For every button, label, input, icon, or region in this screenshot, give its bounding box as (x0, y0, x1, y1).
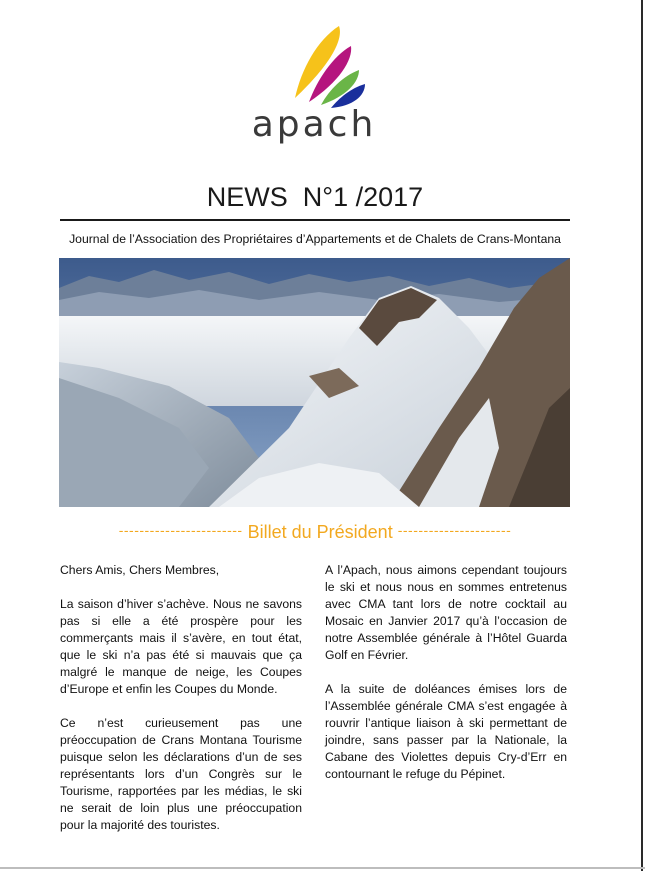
paragraph: A l’Apach, nous aimons cependant toujours le ski et nous nous en sommes entretenus avec CMA tant lors de notre cocktail au Mosaic en Janvier 2017 qu’à l’occasion de notre Assemblée générale à l’Hôtel Guarda Golf en Février. (325, 563, 567, 662)
section-dash-right: ---------------------- (397, 522, 512, 538)
paragraph: Chers Amis, Chers Membres, (60, 563, 220, 577)
section-title: Billet du Président (247, 522, 393, 542)
apach-logo (245, 22, 385, 147)
section-dash-left: ------------------------ (118, 522, 243, 538)
logo-swoosh-icon (265, 22, 365, 112)
mountain-landscape-image (59, 258, 570, 507)
newsletter-title: NEWS N°1 /2017 (206, 182, 424, 212)
title-divider (60, 219, 570, 221)
paragraph: Ce n’est curieusement pas une préoccupation de Crans Montana Tourisme puisque selon les déclarations d’un de ses représentants lors d’un Congrès sur le Tourisme, rapportées par les médias, le ski ne serait de loin plus une préoccupation pour la majorité des touristes. (60, 716, 302, 832)
mountain-photo (59, 258, 570, 507)
paragraph: A la suite de doléances émises lors de l’Assemblée générale CMA s’est engagée à rouvrir l’antique liaison à ski permettant de joindre, sans passer par la Nationale, la Cabane des Violettes depuis Cry-d’Err en contournant le refuge du Pépinet. (325, 682, 567, 781)
paragraph: La saison d’hiver s’achève. Nous ne savons pas si elle a été prospère pour les commerçants mais il s’avère, en tout état, que le ski n’a pas été si mauvais que ça malgré le manque de neige, les Coupes d’Europe et enfin les Coupes du Monde. (60, 597, 302, 696)
page-edge-bottom (0, 867, 645, 869)
article-column-left (60, 562, 302, 851)
article-column-right (325, 562, 567, 800)
logo-wordmark: apach (251, 104, 377, 145)
section-heading (60, 522, 570, 543)
newsletter-subtitle: Journal de l’Association des Propriétaires d’Appartements et de Chalets de Crans-Montana (69, 232, 561, 246)
page-edge-right (641, 0, 643, 871)
